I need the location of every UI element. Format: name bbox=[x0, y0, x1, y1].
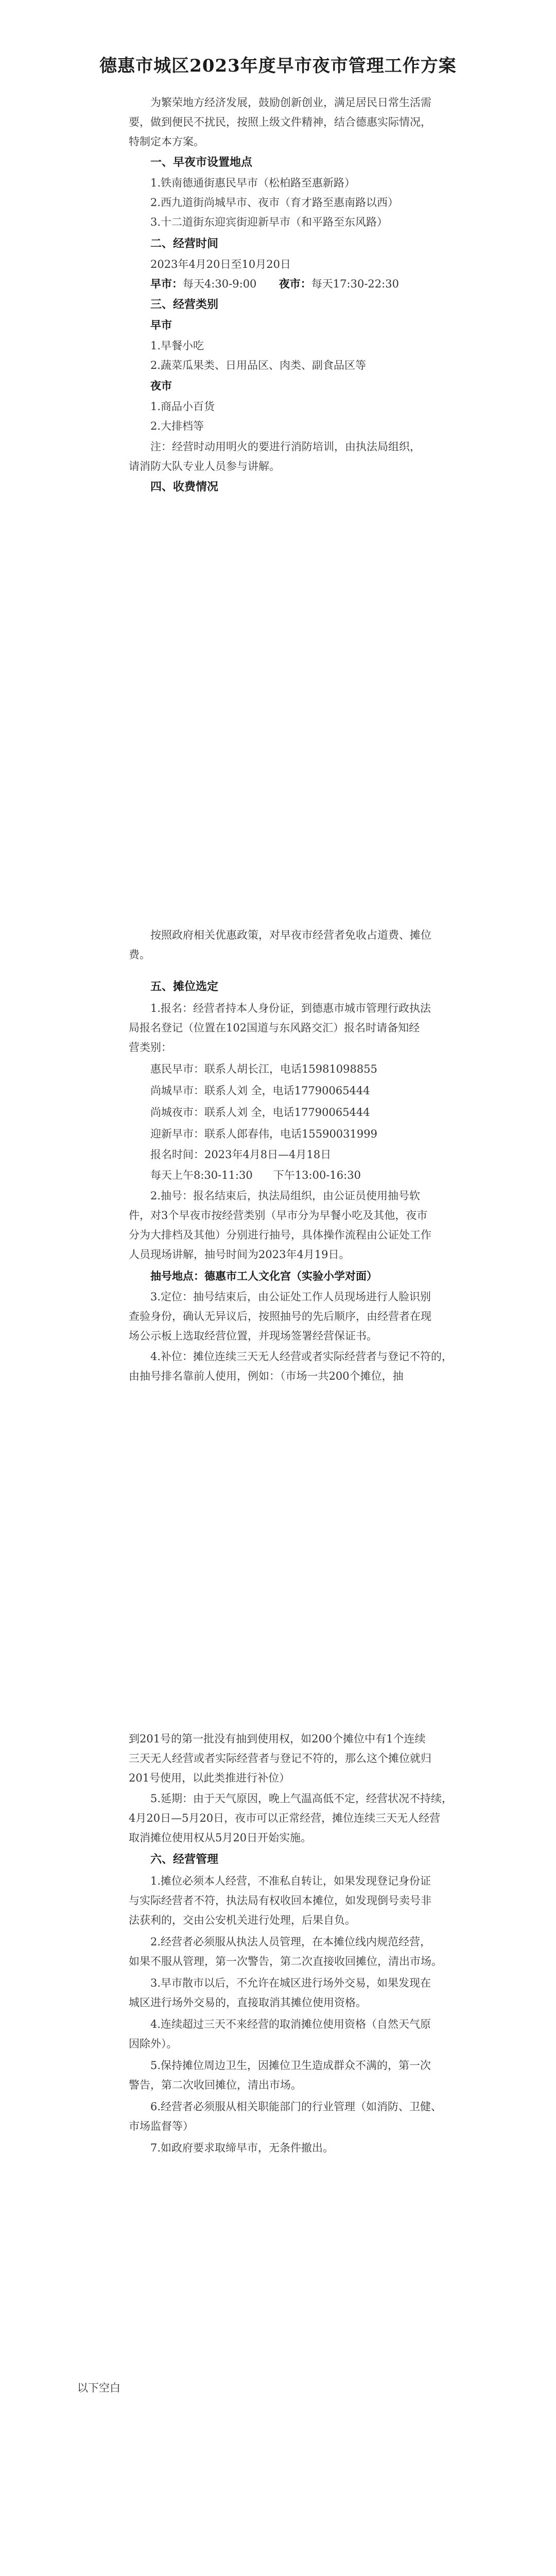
night-category-list bbox=[150, 397, 215, 436]
contact-item: 惠民早市：联系人胡长江，电话15981098855 bbox=[150, 1063, 377, 1075]
night-market-label: 夜市 bbox=[150, 379, 172, 392]
extension-paragraph bbox=[129, 1789, 520, 1848]
category-item: 2.蔬菜瓜果类、日用品区、肉类、副食品区等 bbox=[150, 359, 367, 371]
extension-line: 取消摊位使用权从5月20日开始实施。 bbox=[129, 1832, 312, 1844]
section-heading-fees: 四、收费情况 bbox=[150, 480, 219, 494]
night-hours-label: 夜市： bbox=[279, 277, 311, 290]
intro-line: 特制定本方案。 bbox=[129, 135, 204, 148]
management-line: 与实际经营者不符，执法局有权收回本摊位，如发现倒号卖号非 bbox=[129, 1894, 431, 1907]
management-item bbox=[129, 2138, 520, 2158]
management-line: 6.经营者必须服从相关职能部门的行业管理（如消防、卫健、 bbox=[150, 2100, 442, 2113]
positioning-line: 查验身份，确认无异议后，按照抽号的先后顺序，由经营者在现 bbox=[129, 1310, 431, 1323]
positioning-line: 场公示板上选取经营位置，并现场签署经营保证书。 bbox=[129, 1330, 377, 1342]
intro-line: 为繁荣地方经济发展，鼓励创新创业，满足居民日常生活需 bbox=[150, 96, 431, 109]
registration-line: 局报名登记（位置在102国道与东风路交汇）报名时请备知经 bbox=[129, 1022, 420, 1034]
substitution-line: 由抽号排名靠前人使用，例如：（市场一共200个摊位，抽 bbox=[129, 1370, 404, 1382]
positioning-line: 3.定位：抽号结束后，由公证处工作人员现场进行人脸识别 bbox=[150, 1291, 431, 1303]
lottery-location: 抽号地点：德惠市工人文化宫（实验小学对面） bbox=[150, 1269, 377, 1282]
substitution-line: 三天无人经营或者实际经营者与登记不符的，那么这个摊位就归 bbox=[129, 1752, 431, 1765]
management-item bbox=[129, 1932, 520, 1971]
management-line: 4.连续超过三天不来经营的取消摊位使用资格（自然天气原 bbox=[150, 2018, 431, 2030]
location-item: 2.西九道街尚城早市、夜市（育才路至惠南路以西） bbox=[150, 196, 399, 209]
management-line: 市场监督等） bbox=[129, 2120, 194, 2132]
fee-line: 按照政府相关优惠政策，对早夜市经营者免收占道费、摊位 bbox=[150, 929, 431, 941]
morning-category-list bbox=[150, 336, 366, 375]
management-item bbox=[129, 1871, 520, 1930]
management-line: 城区进行场外交易的，直接取消其摊位使用资格。 bbox=[129, 1996, 367, 2009]
contact-item: 尚城早市：联系人刘 全，电话17790065444 bbox=[150, 1084, 370, 1097]
substitution-line: 201号使用，以此类推进行补位） bbox=[129, 1772, 290, 1784]
substitution-line: 4.补位：摊位连续三天无人经营或者实际经营者与登记不符的， bbox=[150, 1350, 453, 1363]
extension-line: 5.延期：由于天气原因，晚上气温高低不定，经营状况不持续， bbox=[150, 1792, 453, 1805]
night-hours-value: 每天17:30-22:30 bbox=[311, 278, 399, 290]
morning-market-label: 早市 bbox=[150, 318, 172, 331]
management-item bbox=[129, 1973, 520, 2012]
operating-hours bbox=[150, 274, 399, 294]
fire-safety-note bbox=[129, 437, 520, 476]
extension-line: 4月20日—5月20日，夜市可以正常经营，摊位连续三天无人经营 bbox=[129, 1812, 441, 1824]
substitution-continued bbox=[129, 1729, 520, 1788]
registration-paragraph bbox=[129, 998, 520, 1057]
intro-line: 要，做到便民不扰民，按照上级文件精神，结合德惠实际情况， bbox=[129, 116, 431, 128]
section-heading-locations: 一、早夜市设置地点 bbox=[150, 156, 253, 169]
category-item: 2.大排档等 bbox=[150, 420, 204, 432]
registration-line: 营类别： bbox=[129, 1041, 172, 1054]
document-title: 德惠市城区2023年度早市夜市管理工作方案 bbox=[99, 56, 457, 76]
management-line: 2.经营者必须服从执法人员管理，在本摊位线内规范经营， bbox=[150, 1936, 431, 1948]
lottery-paragraph bbox=[129, 1186, 520, 1264]
note-line: 注：经营时动用明火的要进行消防培训，由执法局组织， bbox=[150, 440, 421, 453]
registration-period: 报名时间：2023年4月8日—4月18日 bbox=[150, 1148, 332, 1161]
section-heading-stall-selection: 五、摊位选定 bbox=[150, 980, 219, 993]
section-heading-categories: 三、经营类别 bbox=[150, 298, 219, 311]
section-heading-hours: 二、经营时间 bbox=[150, 237, 219, 250]
contact-list bbox=[150, 1058, 377, 1145]
operating-dates: 2023年4月20日至10月20日 bbox=[150, 258, 291, 270]
intro-paragraph bbox=[129, 93, 520, 151]
blank-below-note: 以下空白 bbox=[77, 2382, 120, 2394]
category-item: 1.商品小百货 bbox=[150, 400, 215, 413]
lottery-line: 分为大排档及其他）分别进行抽号，具体操作流程由公证处工作 bbox=[129, 1229, 431, 1241]
section-heading-management: 六、经营管理 bbox=[150, 1853, 219, 1866]
management-line: 5.保持摊位周边卫生，因摊位卫生造成群众不满的，第一次 bbox=[150, 2059, 431, 2072]
management-item bbox=[129, 2014, 520, 2054]
fee-line: 费。 bbox=[129, 948, 150, 961]
management-line: 1.摊位必须本人经营，不准私自转让，如果发现登记身份证 bbox=[150, 1875, 431, 1887]
management-line: 7.如政府要求取缔早市，无条件撤出。 bbox=[150, 2142, 334, 2154]
location-item: 1.铁南德通街惠民早市（松柏路至惠新路） bbox=[150, 177, 356, 189]
management-item bbox=[129, 2097, 520, 2136]
fee-paragraph bbox=[129, 925, 520, 964]
registration-hours: 每天上午8:30-11:30 下午13:00-16:30 bbox=[150, 1169, 361, 1181]
morning-hours-value: 每天4:30-9:00 bbox=[183, 278, 257, 290]
contact-item: 迎新早市：联系人郎春伟，电话15590031999 bbox=[150, 1128, 377, 1140]
positioning-paragraph bbox=[129, 1287, 520, 1346]
substitution-paragraph bbox=[129, 1347, 520, 1386]
management-line: 警告，第二次收回摊位，清出市场。 bbox=[129, 2079, 302, 2091]
lottery-line: 件，对3个早夜市按经营类别（早市分为早餐小吃及其他，夜市 bbox=[129, 1209, 428, 1222]
management-line: 因除外）。 bbox=[129, 2038, 178, 2050]
lottery-line: 2.抽号：报名结束后，执法局组织，由公证员使用抽号软 bbox=[150, 1190, 421, 1202]
management-line: 法获利的，交由公安机关进行处理，后果自负。 bbox=[129, 1914, 356, 1926]
substitution-line: 到201号的第一批没有抽到使用权，如200个摊位中有1个连续 bbox=[129, 1733, 426, 1745]
category-item: 1.早餐小吃 bbox=[150, 340, 204, 352]
note-line: 请消防大队专业人员参与讲解。 bbox=[129, 460, 280, 472]
management-line: 如果不服从管理，第一次警告，第二次直接收回摊位，清出市场。 bbox=[129, 1955, 442, 1968]
management-line: 3.早市散市以后，不允许在城区进行场外交易，如果发现在 bbox=[150, 1977, 431, 1989]
management-list bbox=[129, 1871, 520, 2158]
registration-line: 1.报名：经营者持本人身份证，到德惠市城市管理行政执法 bbox=[150, 1002, 431, 1014]
lottery-line: 人员现场讲解，抽号时间为2023年4月19日。 bbox=[129, 1248, 350, 1261]
management-item bbox=[129, 2056, 520, 2095]
location-item: 3.十二道街东迎宾街迎新早市（和平路至东风路） bbox=[150, 216, 388, 228]
contact-item: 尚城夜市：联系人刘 全，电话17790065444 bbox=[150, 1106, 370, 1118]
location-list bbox=[150, 173, 398, 232]
morning-hours-label: 早市： bbox=[150, 277, 183, 290]
